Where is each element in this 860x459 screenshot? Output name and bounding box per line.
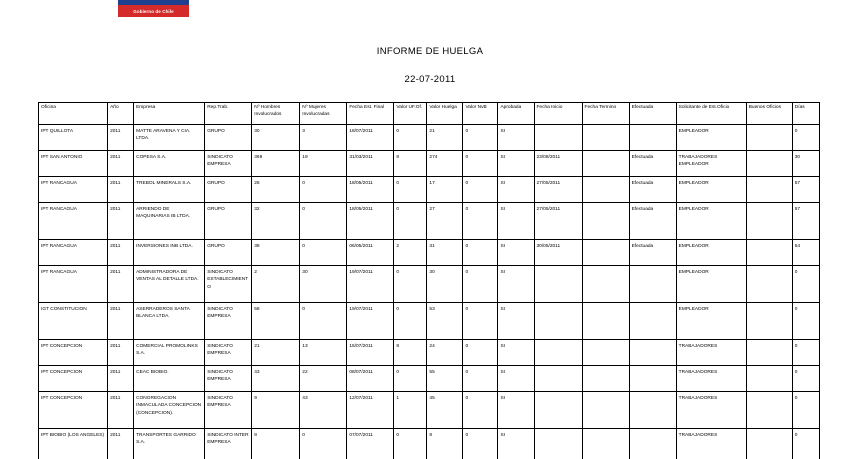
column-header: Valor NvB (463, 103, 498, 125)
table-cell: 15/07/2011 (347, 340, 394, 366)
table-cell: 19/07/2011 (347, 303, 394, 340)
table-cell (534, 303, 582, 340)
table-cell: Efectuada (629, 177, 676, 203)
table-cell: 18/05/2011 (347, 177, 394, 203)
column-header: Oficina (39, 103, 108, 125)
table-cell: 22 (300, 366, 347, 392)
table-cell: 30 (300, 266, 347, 303)
table-cell (746, 429, 792, 459)
table-cell: 0 (463, 203, 498, 240)
table-row (39, 392, 820, 429)
table-cell: 57 (792, 177, 819, 203)
table-cell: SINDICATO EMPRESA (205, 303, 252, 340)
table-cell (629, 340, 676, 366)
table-cell: 8 (394, 151, 427, 177)
table-cell: 0 (463, 429, 498, 459)
strike-report-table (38, 102, 820, 459)
table-cell: IPT RANCAGUA (39, 266, 108, 303)
table-cell: 08/07/2011 (347, 366, 394, 392)
table-cell (534, 266, 582, 303)
table-cell: 27/05/2011 (534, 203, 582, 240)
table-cell: MATTE ARAVENA Y CIA. LTDA. (134, 125, 205, 151)
table-cell: 369 (252, 151, 300, 177)
table-cell: EMPLEADOR (676, 266, 746, 303)
table-cell (534, 340, 582, 366)
table-cell: SINDICATO EMPRESA (205, 366, 252, 392)
table-cell: 0 (463, 303, 498, 340)
table-cell: COPESA S.A. (134, 151, 205, 177)
table-cell (746, 266, 792, 303)
table-cell: 0 (300, 203, 347, 240)
table-cell: 0 (792, 429, 819, 459)
table-cell: 0 (463, 340, 498, 366)
table-cell: 0 (394, 177, 427, 203)
table-cell: TRABAJADORES EMPLEADOR (676, 151, 746, 177)
column-header: Fecha Inicio (534, 103, 582, 125)
table-cell (582, 151, 629, 177)
logo-red-band (118, 5, 189, 17)
table-cell: COMERCIAL PROMOLINKS S.A. (134, 340, 205, 366)
table-cell: 1 (394, 392, 427, 429)
table-cell: 18/05/2011 (347, 203, 394, 240)
table-cell (746, 303, 792, 340)
table-cell: 0 (463, 392, 498, 429)
table-cell (746, 240, 792, 266)
table-cell (746, 366, 792, 392)
table-cell: IPT RANCAGUA (39, 177, 108, 203)
table-row (39, 125, 820, 151)
table-row (39, 429, 820, 459)
column-header: Días (792, 103, 819, 125)
table-cell: 2011 (108, 203, 134, 240)
table-cell (582, 240, 629, 266)
table-cell: 0 (394, 266, 427, 303)
table-cell (582, 366, 629, 392)
table-cell: 0 (394, 429, 427, 459)
report-title: INFORME DE HUELGA (0, 46, 860, 57)
table-cell: 19 (300, 151, 347, 177)
table-cell: 0 (463, 125, 498, 151)
table-cell: 0 (792, 392, 819, 429)
table-cell: 57 (792, 203, 819, 240)
table-cell: 2011 (108, 177, 134, 203)
table-cell: 2011 (108, 125, 134, 151)
table-cell: 0 (394, 203, 427, 240)
table-cell: CEAC BIOBIO. (134, 366, 205, 392)
table-cell: 274 (427, 151, 463, 177)
table-cell: 3 (300, 125, 347, 151)
column-header: Nº Mujeres Involucradas (300, 103, 347, 125)
column-header: Año (108, 103, 134, 125)
table-cell: IPT CONCEPCION (39, 366, 108, 392)
table-cell: SI (498, 366, 534, 392)
column-header: Aprobada (498, 103, 534, 125)
table-cell: IPT QUILLOTA (39, 125, 108, 151)
table-cell: SI (498, 125, 534, 151)
table-cell: 31 (427, 240, 463, 266)
table-cell: 26 (252, 177, 300, 203)
table-cell: TRABAJADORES (676, 340, 746, 366)
table-cell: 27/05/2011 (534, 177, 582, 203)
column-header: Valor UF.Of. (394, 103, 427, 125)
table-cell: 0 (300, 429, 347, 459)
table-cell: 32 (252, 203, 300, 240)
table-cell: Efectuada (629, 240, 676, 266)
table-cell: 23/08/2011 (534, 151, 582, 177)
table-cell: 2011 (108, 429, 134, 459)
table-cell: IPT RANCAGUA (39, 240, 108, 266)
report-date: 22-07-2011 (0, 74, 860, 85)
table-cell: 0 (792, 340, 819, 366)
table-row (39, 366, 820, 392)
column-header: Rep.Trab. (205, 103, 252, 125)
table-cell: 8 (427, 429, 463, 459)
table-header-row (39, 103, 820, 125)
column-header: Valor Huelga (427, 103, 463, 125)
column-header: Buenos Oficios (746, 103, 792, 125)
column-header: Fecha Est. Final (347, 103, 394, 125)
table-cell: ARRIENDO DE MAQUINARIAS IB LTDA. (134, 203, 205, 240)
table-cell: ADMINISTRADORA DE VENTAS AL DETALLE LTDA. (134, 266, 205, 303)
table-cell (534, 366, 582, 392)
table-cell (746, 125, 792, 151)
table-cell: 0 (300, 240, 347, 266)
table-cell: 2011 (108, 240, 134, 266)
table-cell: 43 (252, 366, 300, 392)
gobierno-logo (118, 0, 189, 17)
table-cell: 27 (427, 203, 463, 240)
table-cell: TREBOL MINERALS S.A. (134, 177, 205, 203)
table-cell: SI (498, 240, 534, 266)
table-cell: 8 (252, 429, 300, 459)
table-cell: 9 (252, 392, 300, 429)
table-cell: 0 (463, 151, 498, 177)
table-cell: 0 (394, 303, 427, 340)
table-cell: 0 (463, 266, 498, 303)
table-cell: 19/07/2011 (347, 266, 394, 303)
table-cell (629, 366, 676, 392)
table-cell: 17 (427, 177, 463, 203)
table-cell: 0 (463, 366, 498, 392)
table-cell: GRUPO (205, 125, 252, 151)
table-cell: 2011 (108, 151, 134, 177)
table-cell (629, 266, 676, 303)
table-cell: EMPLEADOR (676, 203, 746, 240)
table-cell: 8 (394, 340, 427, 366)
table-cell: 53 (427, 303, 463, 340)
table-cell: 30/05/2011 (534, 240, 582, 266)
table-cell: 12/07/2011 (347, 392, 394, 429)
table-cell (582, 303, 629, 340)
table-cell: 30 (252, 125, 300, 151)
table-cell: 0 (300, 177, 347, 203)
table-cell: SINDICATO EMPRESA (205, 340, 252, 366)
table-cell (582, 203, 629, 240)
table-cell (582, 392, 629, 429)
table-cell (746, 177, 792, 203)
table-cell (629, 303, 676, 340)
table-cell: TRABAJADORES (676, 366, 746, 392)
table-cell: 06/05/2011 (347, 240, 394, 266)
table-cell: 0 (394, 125, 427, 151)
table-cell: SI (498, 177, 534, 203)
table-cell: EMPLEADOR (676, 177, 746, 203)
table-cell: GRUPO (205, 177, 252, 203)
table-cell: SI (498, 266, 534, 303)
table-cell (629, 429, 676, 459)
table-row (39, 203, 820, 240)
table-cell: 54 (792, 240, 819, 266)
table-row (39, 151, 820, 177)
table-cell: 38 (252, 240, 300, 266)
table-cell: EMPLEADOR (676, 240, 746, 266)
table-cell: SI (498, 203, 534, 240)
column-header: Fecha Termino (582, 103, 629, 125)
table-cell (629, 125, 676, 151)
table-cell: 21 (252, 340, 300, 366)
table-cell: SI (498, 303, 534, 340)
table-cell (746, 203, 792, 240)
table-cell: 31/03/2011 (347, 151, 394, 177)
table-cell: Efectuada (629, 151, 676, 177)
table-cell: IGT CONSTITUCION (39, 303, 108, 340)
table-cell: 43 (300, 392, 347, 429)
table-cell: 0 (300, 303, 347, 340)
table-cell: TRANSPORTES GARRIDO S.A. (134, 429, 205, 459)
table-cell: 2011 (108, 392, 134, 429)
table-cell: SI (498, 151, 534, 177)
table-cell: IPT CONCEPCION (39, 392, 108, 429)
table-cell: Efectuada (629, 203, 676, 240)
table-cell (534, 125, 582, 151)
table-cell: 0 (792, 303, 819, 340)
table-cell: 2 (252, 266, 300, 303)
table-cell: SINDICATO EMPRESA (205, 151, 252, 177)
table-cell (629, 392, 676, 429)
table-cell (746, 340, 792, 366)
table-cell: 0 (463, 240, 498, 266)
table-cell: 2011 (108, 303, 134, 340)
table-row (39, 177, 820, 203)
table-cell (582, 340, 629, 366)
table-cell: EMPLEADOR (676, 303, 746, 340)
column-header: Efectuada (629, 103, 676, 125)
table-cell (582, 429, 629, 459)
table-cell: SI (498, 340, 534, 366)
table-cell: EMPLEADOR (676, 125, 746, 151)
table-cell: 24 (427, 340, 463, 366)
table-cell: 58 (252, 303, 300, 340)
table-cell: SI (498, 429, 534, 459)
table-cell: 18/07/2011 (347, 125, 394, 151)
table-cell: INVERSIONES INB LTDA. (134, 240, 205, 266)
column-header: Solicitante de Est.Oficio (676, 103, 746, 125)
table-cell: 45 (427, 392, 463, 429)
column-header: Empresa (134, 103, 205, 125)
table-cell: 07/07/2011 (347, 429, 394, 459)
table-cell: 0 (463, 177, 498, 203)
table-cell (534, 429, 582, 459)
table-cell: 0 (792, 366, 819, 392)
table-row (39, 240, 820, 266)
table-cell: TRABAJADORES (676, 429, 746, 459)
table-row (39, 303, 820, 340)
table-body (39, 125, 820, 459)
table-cell: 13 (300, 340, 347, 366)
table-cell: 2011 (108, 266, 134, 303)
table-cell: 0 (792, 266, 819, 303)
table-cell: CONGREGACION INMACULADA CONCEPCION (CONCEPCION). (134, 392, 205, 429)
table-cell: 2011 (108, 366, 134, 392)
table-row (39, 266, 820, 303)
table-cell (582, 125, 629, 151)
table-cell: GRUPO (205, 240, 252, 266)
logo-text: Gobierno de Chile (133, 9, 173, 14)
table-cell: SI (498, 392, 534, 429)
table-cell (582, 266, 629, 303)
table-cell: 2011 (108, 340, 134, 366)
table-cell: 21 (427, 125, 463, 151)
table-cell: IPT CONCEPCION (39, 340, 108, 366)
table-cell: 30 (792, 151, 819, 177)
table-cell: SINDICATO INTER EMPRESA (205, 429, 252, 459)
table-cell: 0 (394, 366, 427, 392)
column-header: Nº Hombres Involucrados (252, 103, 300, 125)
table-cell: 30 (427, 266, 463, 303)
table-cell (746, 151, 792, 177)
table-cell: IPT BIOBIO (LOS ANGELES) (39, 429, 108, 459)
table-cell: 2 (394, 240, 427, 266)
table-cell: IPT RANCAGUA (39, 203, 108, 240)
table-cell: TRABAJADORES (676, 392, 746, 429)
table-cell (582, 177, 629, 203)
table-row (39, 340, 820, 366)
table-cell: IPT SAN ANTONIO (39, 151, 108, 177)
table-cell (534, 392, 582, 429)
table-cell: 55 (427, 366, 463, 392)
table-cell: SINDICATO EMPRESA (205, 392, 252, 429)
table-cell: 0 (792, 125, 819, 151)
table-cell: GRUPO (205, 203, 252, 240)
table-cell: SINDICATO ESTABLECIMIENTO (205, 266, 252, 303)
table-cell: ASERRADEROS SANTA BLANCA LTDA. (134, 303, 205, 340)
table-cell (746, 392, 792, 429)
